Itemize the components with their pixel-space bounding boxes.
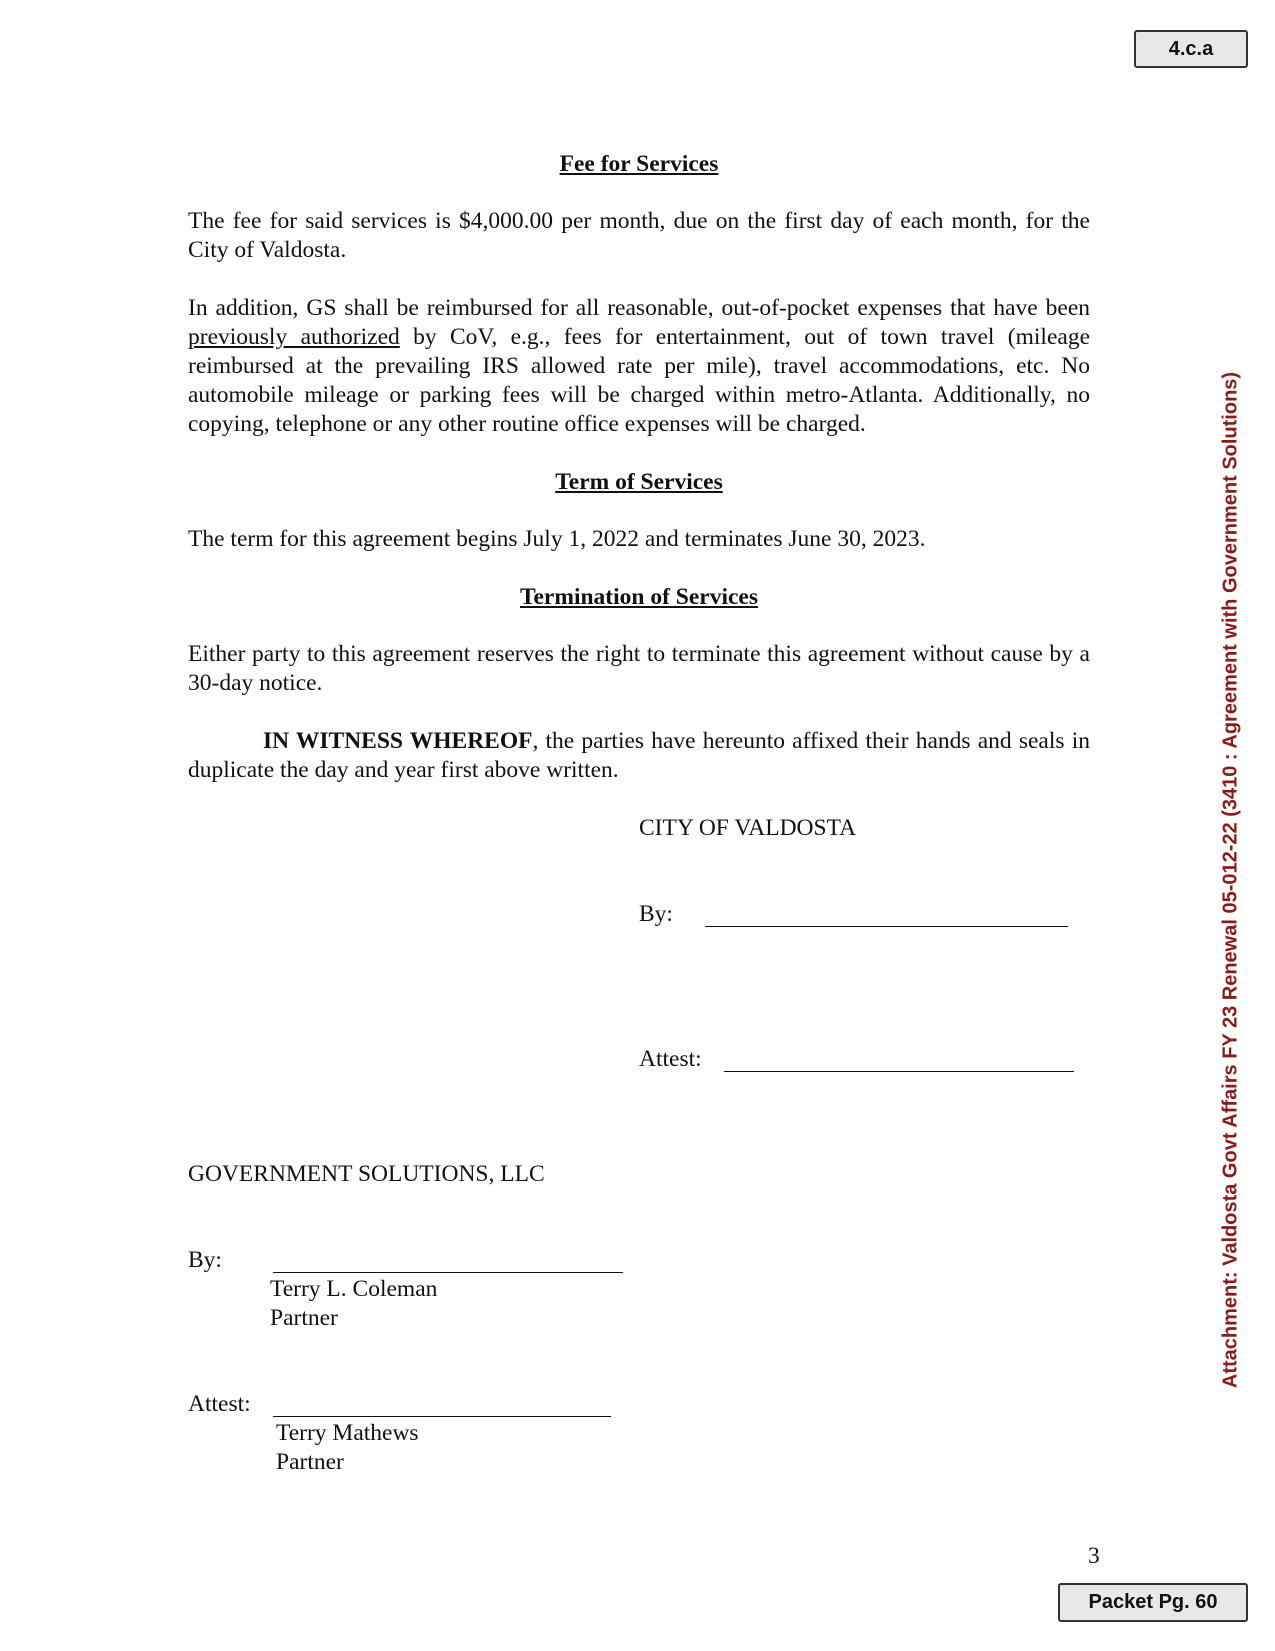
previously-authorized-text: previously authorized (188, 324, 400, 350)
city-attest-label: Attest: (639, 1046, 702, 1072)
witness-bold-text: IN WITNESS WHEREOF (263, 728, 533, 754)
gs-by-title: Partner (270, 1305, 338, 1331)
expenses-paragraph (188, 294, 1090, 439)
witness-text: , the parties have hereunto affixed their hands and seals in duplicate the day and year first above written. (188, 728, 1090, 783)
gs-by-signature-line (273, 1270, 623, 1273)
fee-heading: Fee for Services (559, 151, 719, 177)
termination-heading: Termination of Services (519, 584, 759, 610)
gs-attest-title: Partner (276, 1449, 344, 1475)
gs-by-label: By: (188, 1247, 222, 1273)
gs-name: GOVERNMENT SOLUTIONS, LLC (188, 1161, 545, 1187)
gs-attest-person: Terry Mathews (276, 1420, 419, 1446)
city-attest-signature-line (724, 1069, 1074, 1072)
expenses-text-end: by CoV, e.g., fees for entertainment, out of town travel (mileage reimbursed at the prevailing IRS allowed rate per mile), travel accommodations, etc. No automobile mileage or parking fees will be charged within metro-Atlanta. Additionally, no copying, telephone or any other routine office expenses will be charged. (188, 324, 1090, 437)
expenses-text-start: In addition, GS shall be reimbursed for all reasonable, out-of-pocket expenses that have been (188, 295, 1090, 321)
witness-paragraph (188, 727, 1090, 785)
city-by-label: By: (639, 901, 673, 927)
attachment-side-label: Attachment: Valdosta Govt Affairs FY 23 Renewal 05-012-22 (3410 : Agreement with Government Solutions) (1219, 371, 1242, 1389)
gs-by-person: Terry L. Coleman (270, 1276, 438, 1302)
page-number: 3 (1088, 1543, 1100, 1569)
termination-paragraph: Either party to this agreement reserves the right to terminate this agreement without cause by a 30-day notice. (188, 641, 1090, 696)
term-heading: Term of Services (555, 469, 723, 495)
item-tag-badge: 4.c.a (1134, 30, 1248, 68)
packet-page-badge: Packet Pg. 60 (1058, 1583, 1248, 1622)
agreement-body (188, 150, 1090, 814)
city-by-signature-line (705, 924, 1068, 927)
gs-attest-label: Attest: (188, 1391, 251, 1417)
city-name: CITY OF VALDOSTA (639, 815, 857, 841)
gs-attest-signature-line (273, 1414, 611, 1417)
term-paragraph: The term for this agreement begins July 1, 2022 and terminates June 30, 2023. (188, 526, 926, 552)
fee-paragraph: The fee for said services is $4,000.00 per month, due on the first day of each month, for the City of Valdosta. (188, 208, 1090, 263)
